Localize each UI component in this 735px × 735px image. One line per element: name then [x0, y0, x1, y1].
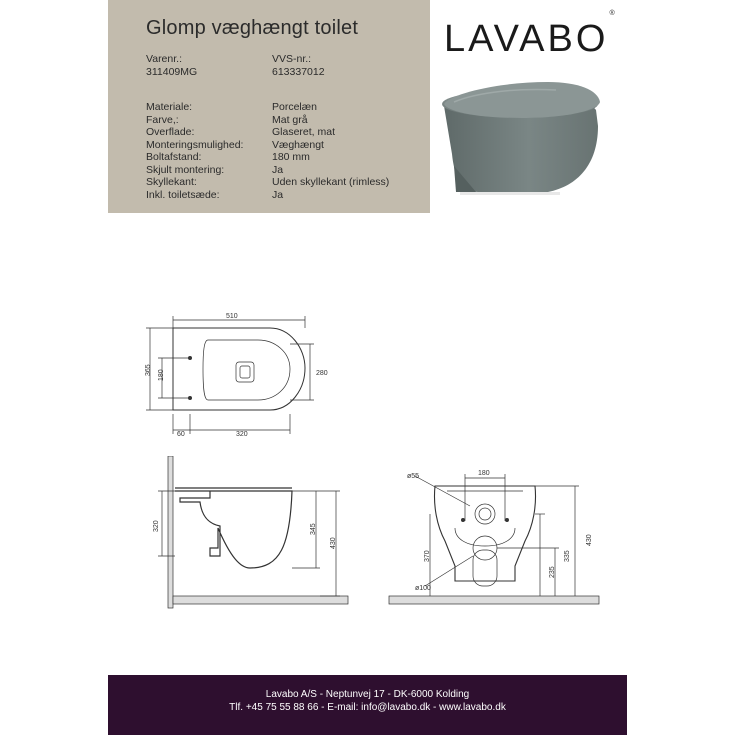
product-title: Glomp væghængt toilet — [146, 17, 359, 39]
dim-rear-h4: 430 — [586, 534, 593, 546]
dim-rear-h2: 235 — [549, 566, 556, 578]
side-view-drawing — [140, 456, 350, 611]
dim-rear-bolt: 180 — [478, 470, 490, 477]
spec-value: Mat grå — [272, 113, 308, 126]
brand-mark: ® — [609, 10, 615, 18]
dim-hole: ø55 — [407, 473, 420, 480]
spec-label: Skjult montering: — [146, 163, 225, 176]
spec-label: Skyllekant: — [146, 176, 197, 188]
spec-label: Boltafstand: — [146, 151, 202, 163]
spec-label: Overflade: — [146, 126, 195, 138]
spec-value: Ja — [272, 163, 284, 176]
spec-value: 613337012 — [272, 65, 325, 78]
spec-label: Materiale: — [146, 101, 193, 113]
spec-value: VVS-nr.: — [272, 53, 312, 65]
spec-label: Farve,: — [146, 113, 179, 126]
dim-depth: 365 — [145, 364, 152, 376]
dim-bolt: 180 — [158, 369, 165, 381]
product-photo — [438, 74, 603, 210]
spec-label: Monteringsmulighed: — [146, 138, 244, 151]
dim-bowl: 320 — [236, 431, 248, 438]
spec-value: Væghængt — [272, 138, 324, 151]
spec-value: Uden skyllekant (rimless) — [272, 176, 390, 188]
spec-label: Varenr.: — [146, 53, 182, 65]
dim-side-h3: 430 — [330, 537, 337, 549]
footer-address: Lavabo A/S - Neptunvej 17 - DK-6000 Kolding — [265, 689, 470, 700]
spec-label: 311409MG — [146, 65, 198, 78]
footer-bar — [108, 675, 627, 735]
dim-offset: 60 — [177, 431, 185, 438]
brand-logo — [444, 10, 615, 61]
spec-value: Glaseret, mat — [272, 126, 336, 138]
spec-label: Inkl. toiletsæde: — [146, 188, 220, 201]
footer-contact: Tlf. +45 75 55 88 66 - E-mail: info@lavabo.dk - www.lavabo.dk — [229, 702, 506, 713]
rear-view-drawing — [385, 466, 610, 611]
spec-value: 180 mm — [272, 151, 310, 163]
spec-value: Ja — [272, 188, 284, 201]
dim-width: 510 — [226, 313, 238, 320]
spec-value: Porcelæn — [272, 101, 317, 113]
dim-inner: 280 — [316, 370, 328, 377]
spec-panel — [108, 0, 430, 213]
dim-outlet: ø100 — [415, 585, 431, 592]
dim-side-h2: 345 — [310, 523, 317, 535]
dim-rear-h1: 370 — [424, 550, 431, 562]
dim-side-h1: 320 — [153, 520, 160, 532]
brand-name: LAVABO — [444, 18, 609, 60]
dim-rear-h3: 335 — [564, 550, 571, 562]
top-view-drawing — [140, 310, 340, 445]
